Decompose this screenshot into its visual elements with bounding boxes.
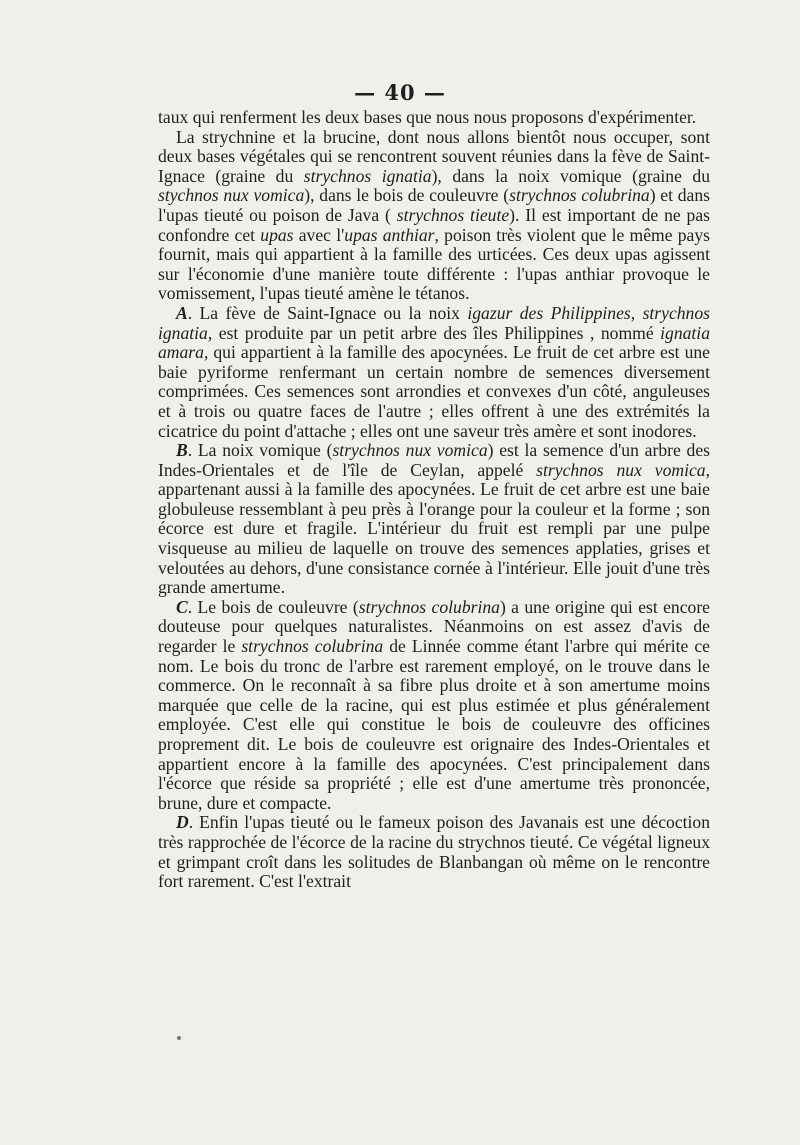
italic-term: strychnos ignatia [303, 165, 432, 186]
italic-term: strychnos tieute [396, 204, 510, 225]
text-run: , est produite par un petit arbre des îles Philippines , nommé [207, 322, 661, 343]
paragraph-intro [158, 128, 710, 304]
paragraph-b [158, 441, 710, 598]
text-run: . Le bois de couleuvre ( [187, 596, 359, 617]
text-run: de Linnée comme étant l'arbre qui mérite ce nom. Le bois du tronc de l'arbre est rarement employé, on le trouve dans le commerce. On le reconnaît à sa fibre plus droite et à son amertume moins marquée que celle de la racine, qui est plus estimée et plus généralement employée. C'est elle qui constitue le bois de couleuvre des officines proprement dit. Le bois de couleuvre est orignaire des Indes-Orientales et appartient encore à la famille des apocynées. C'est principalement dans l'écorce que réside sa propriété ; elle est d'une amertume très prononcée, brune, dure et compacte. [158, 636, 710, 813]
text-run: taux qui renferment les deux bases que nous nous proposons d'expérimenter. [158, 107, 697, 127]
text-run: . La noix vomique ( [187, 440, 333, 461]
italic-term: strychnos colubrina [241, 636, 384, 657]
italic-term: stychnos nux vomica [158, 185, 305, 206]
text-run: ) est la semence d'un arbre des Indes-Orientales et de l'île de Ceylan, appelé [158, 440, 710, 480]
text-run: , poison très violent que le même pays fournit, mais qui appartient à la famille des urticées. Ces deux upas agissent sur l'économie d'une manière toute différente : l'upas anthiar provoque le vomissement, l'upas tieuté amène le tétanos. [158, 224, 711, 304]
section-label-c: C [176, 596, 188, 617]
text-run: , qui appartient à la famille des apocynées. Le fruit de cet arbre est une baie pyriforme renfermant un certain nombre de semences diversement comprimées. Ces semences sont arrondies et convexes d'un côté, anguleuses et à trois ou quatre faces de l'autre ; elles offrent à une des extrémités la cicatrice du point d'attache ; elles ont une saveur très amère et sont inodores. [158, 342, 710, 441]
italic-term: strychnos ignatia [158, 302, 710, 343]
paragraph-continuation [158, 108, 710, 128]
italic-term: upas anthiar [344, 224, 435, 245]
text-run: , [630, 302, 643, 323]
text-run: La strychnine et la brucine, dont nous allons bientôt nous occuper, sont deux bases végétales qui se rencontrent souvent réunies dans la fève de Saint-Ignace (graine du [158, 126, 710, 186]
paragraph-d [158, 813, 710, 891]
text-run: ), dans le bois de couleuvre ( [304, 185, 510, 206]
paragraph-c [158, 598, 710, 814]
body-text [158, 108, 710, 892]
text-run: ) et dans l'upas tieuté ou poison de Java ( [158, 185, 710, 225]
italic-term: strychnos nux vomica [332, 440, 488, 461]
text-run: ), dans la noix vomique (graine du [431, 165, 711, 186]
ink-speck [177, 1036, 181, 1040]
text-run: ) a une origine qui est encore douteuse pour quelques naturalistes. Néanmoins on est assez d'avis de regarder le [158, 596, 710, 657]
text-run: . Enfin l'upas tieuté ou le fameux poison des Javanais est une décoction très rapprochée de l'écorce de la racine du strychnos tieuté. Ce végétal ligneux et grimpant croît dans les solitudes de Blanbangan où même on le rencontre fort rarement. C'est l'extrait [158, 812, 710, 892]
section-label-d: D [176, 812, 189, 833]
text-run: , appartenant aussi à la famille des apocynées. Le fruit de cet arbre est une baie globuleuse ressemblant à peu près à l'orange pour la couleur et la forme ; son écorce est dure et fragile. L'intérieur du fruit est rempli par une pulpe visqueuse au milieu de laquelle on trouve des semences applaties, grises et veloutées au dehors, d'une consistance cornée à l'intérieur. Elle jouit d'une très grande amertume. [158, 459, 710, 598]
italic-term: ignatia amara [158, 322, 710, 363]
italic-term: igazur des Philippines [467, 302, 631, 323]
italic-term: upas [260, 224, 294, 245]
italic-term: strychnos colubrina [358, 596, 500, 617]
text-run: avec l' [293, 224, 345, 245]
italic-term: strychnos nux vomica [536, 459, 706, 480]
section-label-a: A [176, 302, 188, 323]
page-number: — 40 — [354, 80, 446, 105]
italic-term: strychnos colubrina [509, 185, 650, 206]
text-run: . La fève de Saint-Ignace ou la noix [187, 302, 468, 323]
section-label-b: B [176, 440, 188, 461]
paragraph-a [158, 304, 710, 441]
text-run: ). Il est important de ne pas confondre cet [158, 204, 710, 245]
